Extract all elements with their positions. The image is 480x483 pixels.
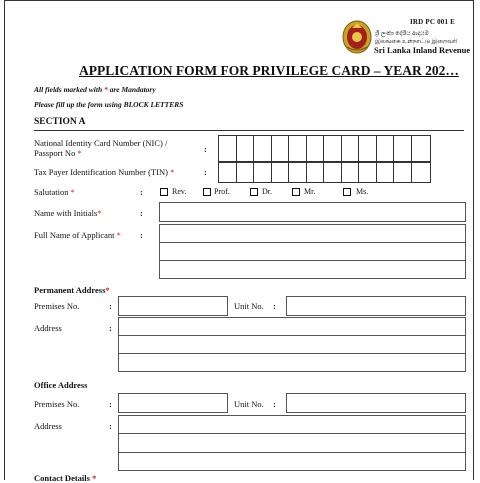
full-name-colon: : <box>140 230 143 240</box>
option-ms-label: Ms. <box>356 187 369 196</box>
section-a-heading: SECTION A <box>34 117 86 127</box>
form-code: IRD PC 001 E <box>410 18 455 26</box>
checkbox-ms[interactable] <box>343 188 351 196</box>
perm-premises-input[interactable] <box>118 296 228 316</box>
tin-label: Tax Payer Identification Number (TIN) * <box>34 167 175 177</box>
perm-address-input[interactable] <box>118 317 466 372</box>
full-name-rule-1 <box>159 242 466 243</box>
perm-premises-colon: : <box>109 301 112 311</box>
full-name-rule-2 <box>159 260 466 261</box>
office-unit-colon: : <box>273 399 276 409</box>
perm-address-rule-1 <box>118 335 466 336</box>
nic-input[interactable] <box>218 135 431 162</box>
block-letters-note: Please fill up the form using BLOCK LETTERS <box>34 100 184 109</box>
tin-colon: : <box>204 167 207 177</box>
contact-details-heading: Contact Details * <box>34 473 97 483</box>
office-address-label: Address <box>34 421 62 431</box>
office-unit-input[interactable] <box>286 393 466 413</box>
sri-lanka-emblem-icon <box>342 20 372 54</box>
perm-premises-label: Premises No. <box>34 301 80 311</box>
perm-unit-label: Unit No. <box>234 301 264 311</box>
option-dr-label: Dr. <box>262 187 272 196</box>
salutation-colon: : <box>140 187 143 197</box>
office-address-heading: Office Address <box>34 380 88 390</box>
checkbox-mr[interactable] <box>292 188 300 196</box>
name-initials-colon: : <box>140 208 143 218</box>
perm-address-label: Address <box>34 323 62 333</box>
office-address-rule-2 <box>118 452 466 453</box>
dept-name-sinhala: ශ්‍රී ලංකා දේශීය ආදායම <box>375 31 429 37</box>
form-title: APPLICATION FORM FOR PRIVILEGE CARD – YEAR 202… <box>79 63 459 78</box>
office-address-colon: : <box>109 421 112 431</box>
full-name-label: Full Name of Applicant * <box>34 230 121 240</box>
checkbox-dr[interactable] <box>250 188 258 196</box>
perm-address-rule-2 <box>118 353 466 354</box>
office-address-rule-1 <box>118 433 466 434</box>
office-address-input[interactable] <box>118 415 466 471</box>
mandatory-note: All fields marked with * are Mandatory <box>34 85 156 94</box>
nic-colon: : <box>204 144 207 154</box>
nic-label: National Identity Card Number (NIC) / Passport No * <box>34 138 168 158</box>
perm-unit-colon: : <box>273 301 276 311</box>
dept-name-english: Sri Lanka Inland Revenue <box>374 45 471 55</box>
application-form-page <box>4 0 474 483</box>
name-initials-input[interactable] <box>159 202 466 222</box>
office-unit-label: Unit No. <box>234 399 264 409</box>
dept-name-tamil: இலங்கை உள்நாட்டு இறைவரி <box>375 39 458 45</box>
option-rev-label: Rev. <box>172 187 187 196</box>
office-premises-input[interactable] <box>118 393 228 413</box>
full-name-input[interactable] <box>159 224 466 279</box>
office-premises-label: Premises No. <box>34 399 80 409</box>
name-initials-label: Name with Initials* <box>34 208 102 218</box>
option-prof-label: Prof. <box>214 187 230 196</box>
perm-address-colon: : <box>109 323 112 333</box>
salutation-label: Salutation * <box>34 187 75 197</box>
section-divider <box>34 130 464 131</box>
tin-input[interactable] <box>218 162 431 183</box>
perm-unit-input[interactable] <box>286 296 466 316</box>
checkbox-prof[interactable] <box>203 188 211 196</box>
checkbox-rev[interactable] <box>160 188 168 196</box>
office-premises-colon: : <box>109 399 112 409</box>
option-mr-label: Mr. <box>304 187 316 196</box>
permanent-address-heading: Permanent Address* <box>34 285 110 295</box>
